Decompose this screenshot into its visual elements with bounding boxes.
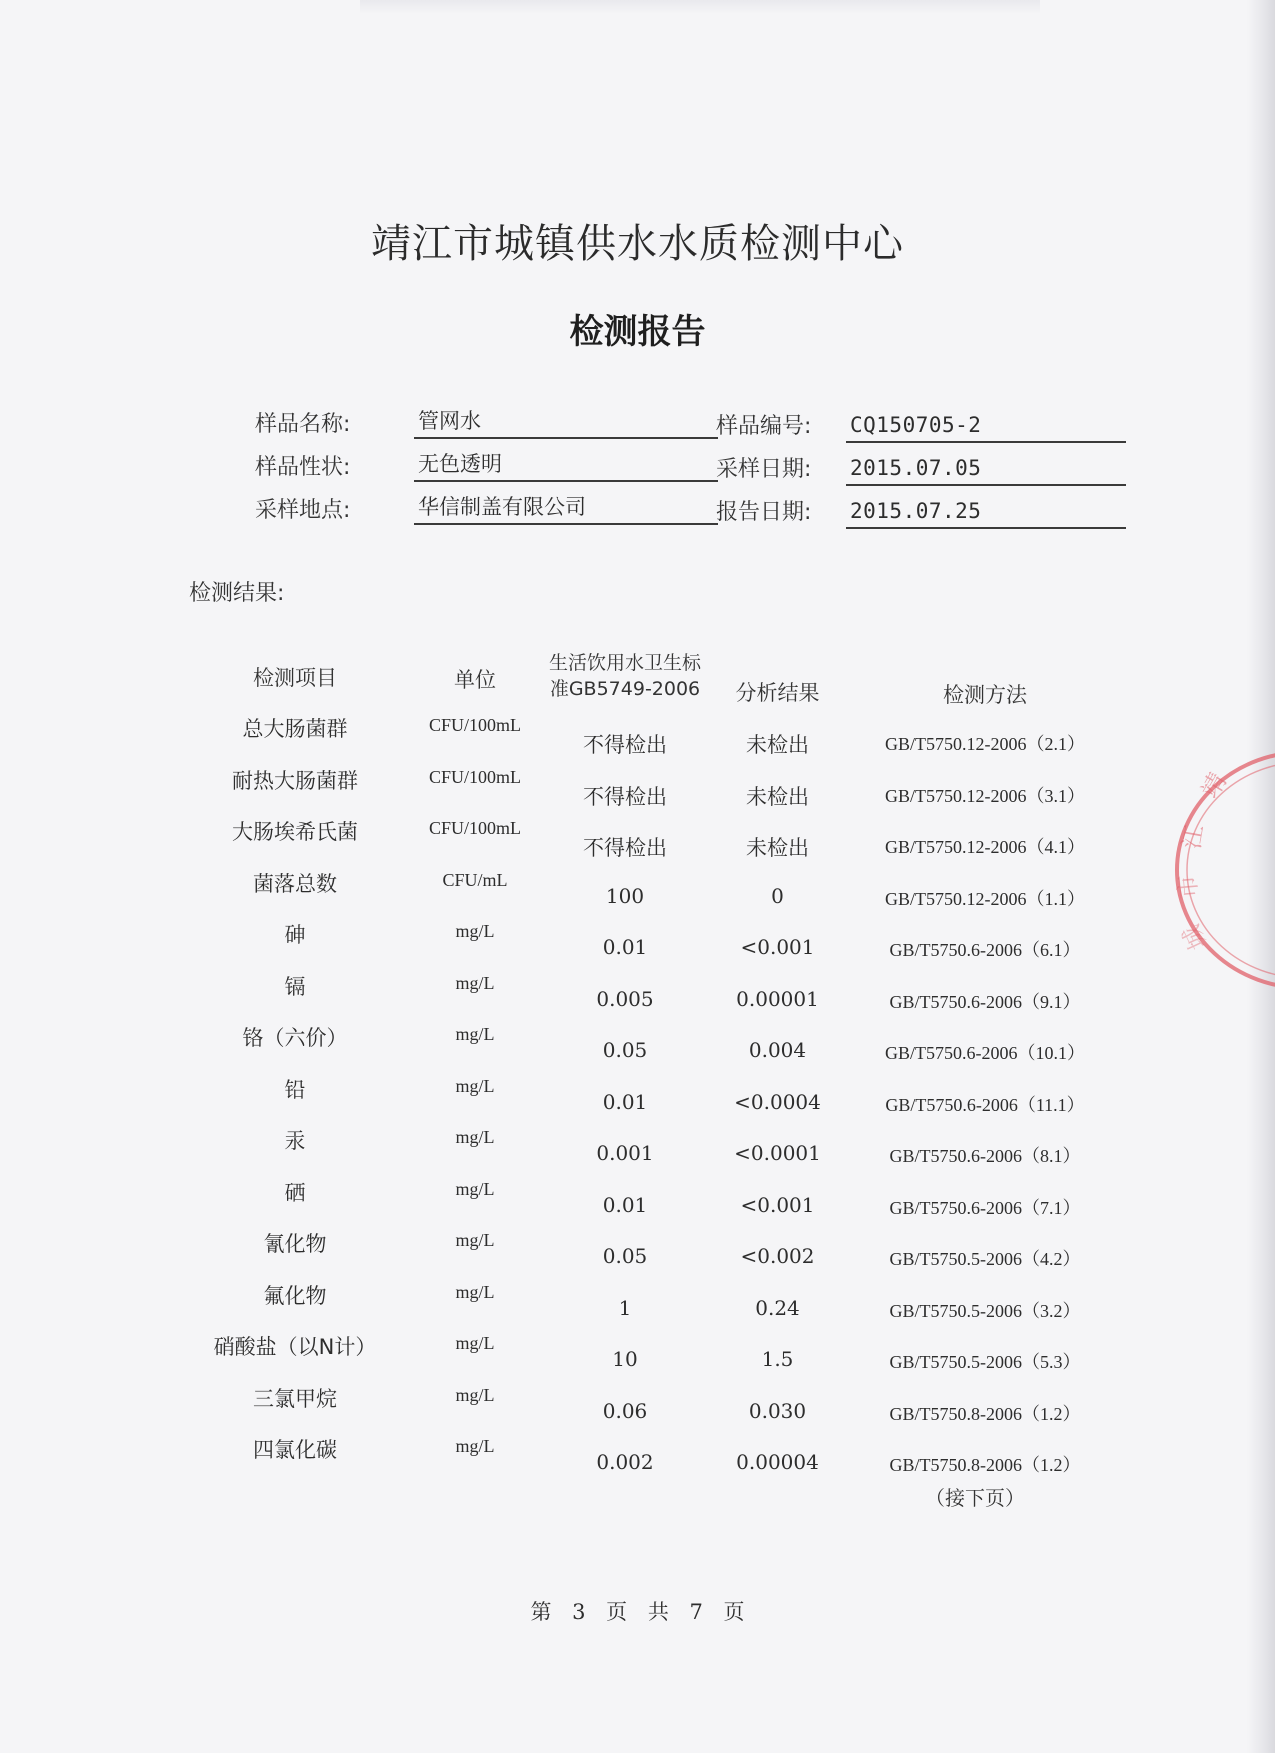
column-header-method: 检测方法 (943, 683, 1027, 707)
unit-cell: mg/L (455, 972, 495, 993)
table-row (0, 868, 1275, 920)
method-cell: GB/T5750.8-2006（1.2） (889, 1403, 1081, 1424)
table-row (0, 1022, 1275, 1074)
method-cell: GB/T5750.6-2006（6.1） (889, 940, 1081, 960)
unit-cell: CFU/100mL (428, 818, 521, 838)
organization-title: 靖江市城镇供水水质检测中心 (371, 221, 904, 267)
result-cell: 未检出 (746, 836, 809, 860)
method-cell: GB/T5750.6-2006（10.1） (885, 1043, 1085, 1063)
results-heading: 检测结果: (189, 581, 285, 606)
table-row (0, 1280, 1275, 1332)
standard-cell: 0.005 (596, 986, 654, 1011)
sampling-location-value: 华信制盖有限公司 (414, 493, 718, 525)
sample-name-value: 管网水 (414, 407, 718, 439)
standard-cell: 不得检出 (583, 836, 667, 860)
table-row (0, 1177, 1275, 1229)
item-cell: 铅 (284, 1077, 306, 1102)
table-row (0, 1383, 1275, 1435)
method-cell: GB/T5750.12-2006（4.1） (885, 837, 1085, 857)
standard-cell: 不得检出 (583, 784, 667, 809)
result-cell: <0.002 (740, 1244, 815, 1268)
unit-cell: CFU/mL (442, 869, 508, 890)
result-cell: 未检出 (746, 733, 809, 757)
unit-cell: mg/L (455, 1127, 495, 1147)
report-date-value: 2015.07.25 (846, 497, 1126, 529)
unit-cell: mg/L (455, 1281, 495, 1302)
column-header-standard-line1: 生活饮用水卫生标 (548, 652, 701, 674)
column-header-standard-line2: 准GB5749-2006 (549, 678, 701, 700)
standard-cell: 0.002 (596, 1450, 654, 1474)
item-cell: 砷 (284, 923, 306, 947)
unit-cell: mg/L (455, 1230, 495, 1250)
item-cell: 汞 (284, 1129, 306, 1153)
method-cell: GB/T5750.6-2006（9.1） (889, 991, 1081, 1012)
item-cell: 总大肠菌群 (242, 717, 348, 741)
result-cell: 0 (771, 883, 784, 908)
standard-cell: 0.001 (596, 1141, 654, 1165)
page-number: 第 3 页 共 7 页 (530, 1600, 745, 1624)
method-cell: GB/T5750.6-2006（7.1） (889, 1197, 1081, 1218)
standard-cell: 10 (612, 1347, 638, 1371)
svg-text:市: 市 (1172, 873, 1203, 900)
result-cell: 未检出 (746, 784, 809, 809)
method-cell: GB/T5750.12-2006（3.1） (885, 785, 1085, 806)
table-row (0, 1434, 1275, 1486)
method-cell: GB/T5750.6-2006（8.1） (889, 1146, 1081, 1166)
unit-cell: mg/L (455, 921, 495, 941)
standard-cell: 0.05 (602, 1038, 648, 1062)
sample-name-label: 样品名称: (255, 412, 351, 437)
result-cell: <0.0001 (734, 1141, 821, 1165)
standard-cell: 0.06 (602, 1398, 648, 1423)
unit-cell: mg/L (455, 1178, 495, 1199)
sample-appearance-value: 无色透明 (414, 450, 718, 482)
item-cell: 镉 (284, 974, 306, 999)
result-cell: <0.0004 (734, 1089, 821, 1114)
unit-cell: mg/L (455, 1333, 495, 1353)
table-row (0, 1125, 1275, 1177)
item-cell: 三氯甲烷 (253, 1386, 337, 1411)
document-title: 检测报告 (569, 312, 706, 352)
scan-edge-top (360, 0, 1040, 14)
standard-cell: 0.01 (602, 935, 648, 959)
result-cell: 0.030 (748, 1398, 807, 1423)
standard-cell: 0.05 (602, 1244, 648, 1268)
table-row (0, 816, 1275, 868)
standard-cell: 0.01 (602, 1192, 648, 1217)
svg-text:靖: 靖 (1195, 768, 1233, 803)
column-header-unit: 单位 (454, 668, 496, 692)
method-cell: GB/T5750.12-2006（2.1） (885, 734, 1085, 754)
table-row (0, 765, 1275, 817)
official-seal (1155, 740, 1275, 1000)
item-cell: 氟化物 (263, 1283, 327, 1308)
sample-number-value: CQ150705-2 (846, 411, 1126, 443)
unit-cell: CFU/100mL (428, 766, 521, 787)
sampling-location-label: 采样地点: (255, 498, 351, 523)
report-date-label: 报告日期: (716, 500, 812, 525)
method-cell: GB/T5750.8-2006（1.2） (889, 1455, 1081, 1475)
item-cell: 大肠埃希氏菌 (232, 820, 358, 844)
table-row (0, 919, 1275, 971)
standard-cell: 1 (618, 1295, 632, 1320)
item-cell: 氰化物 (263, 1232, 327, 1256)
sample-appearance-label: 样品性状: (255, 455, 351, 480)
result-cell: 1.5 (761, 1347, 794, 1371)
result-cell: 0.00004 (736, 1450, 819, 1474)
table-row (0, 1228, 1275, 1280)
result-cell: <0.001 (740, 1192, 815, 1217)
unit-cell: mg/L (455, 1436, 495, 1456)
continued-note: （接下页） (925, 1486, 1025, 1510)
item-cell: 硒 (284, 1180, 306, 1205)
method-cell: GB/T5750.5-2006（5.3） (889, 1352, 1081, 1372)
item-cell: 菌落总数 (253, 871, 337, 896)
result-cell: 0.004 (748, 1038, 807, 1062)
item-cell: 四氯化碳 (253, 1438, 337, 1462)
sampling-date-label: 采样日期: (716, 457, 812, 482)
standard-cell: 100 (605, 883, 645, 908)
table-row (0, 971, 1275, 1023)
column-header-item: 检测项目 (253, 666, 337, 690)
result-cell: 0.00001 (736, 986, 819, 1011)
table-row (0, 1074, 1275, 1126)
unit-cell: mg/L (455, 1075, 495, 1096)
svg-text:江: 江 (1177, 822, 1210, 852)
unit-cell: CFU/100mL (428, 715, 521, 735)
column-header-standard (525, 650, 725, 702)
svg-text:城: 城 (1176, 920, 1213, 955)
method-cell: GB/T5750.6-2006（11.1） (885, 1094, 1085, 1115)
standard-cell: 不得检出 (583, 733, 667, 757)
unit-cell: mg/L (455, 1384, 495, 1405)
sample-number-label: 样品编号: (716, 414, 812, 439)
table-row (0, 1331, 1275, 1383)
unit-cell: mg/L (455, 1024, 495, 1044)
method-cell: GB/T5750.5-2006（4.2） (889, 1249, 1081, 1269)
item-cell: 耐热大肠菌群 (232, 768, 358, 793)
result-cell: <0.001 (740, 935, 815, 959)
table-row (0, 713, 1275, 765)
item-cell: 铬（六价） (242, 1026, 348, 1050)
item-cell: 硝酸盐（以N计） (213, 1335, 377, 1359)
result-cell: 0.24 (755, 1295, 800, 1320)
standard-cell: 0.01 (602, 1089, 648, 1114)
method-cell: GB/T5750.5-2006（3.2） (889, 1300, 1081, 1321)
method-cell: GB/T5750.12-2006（1.1） (885, 888, 1085, 909)
column-header-result: 分析结果 (735, 681, 820, 705)
sampling-date-value: 2015.07.05 (846, 454, 1126, 486)
